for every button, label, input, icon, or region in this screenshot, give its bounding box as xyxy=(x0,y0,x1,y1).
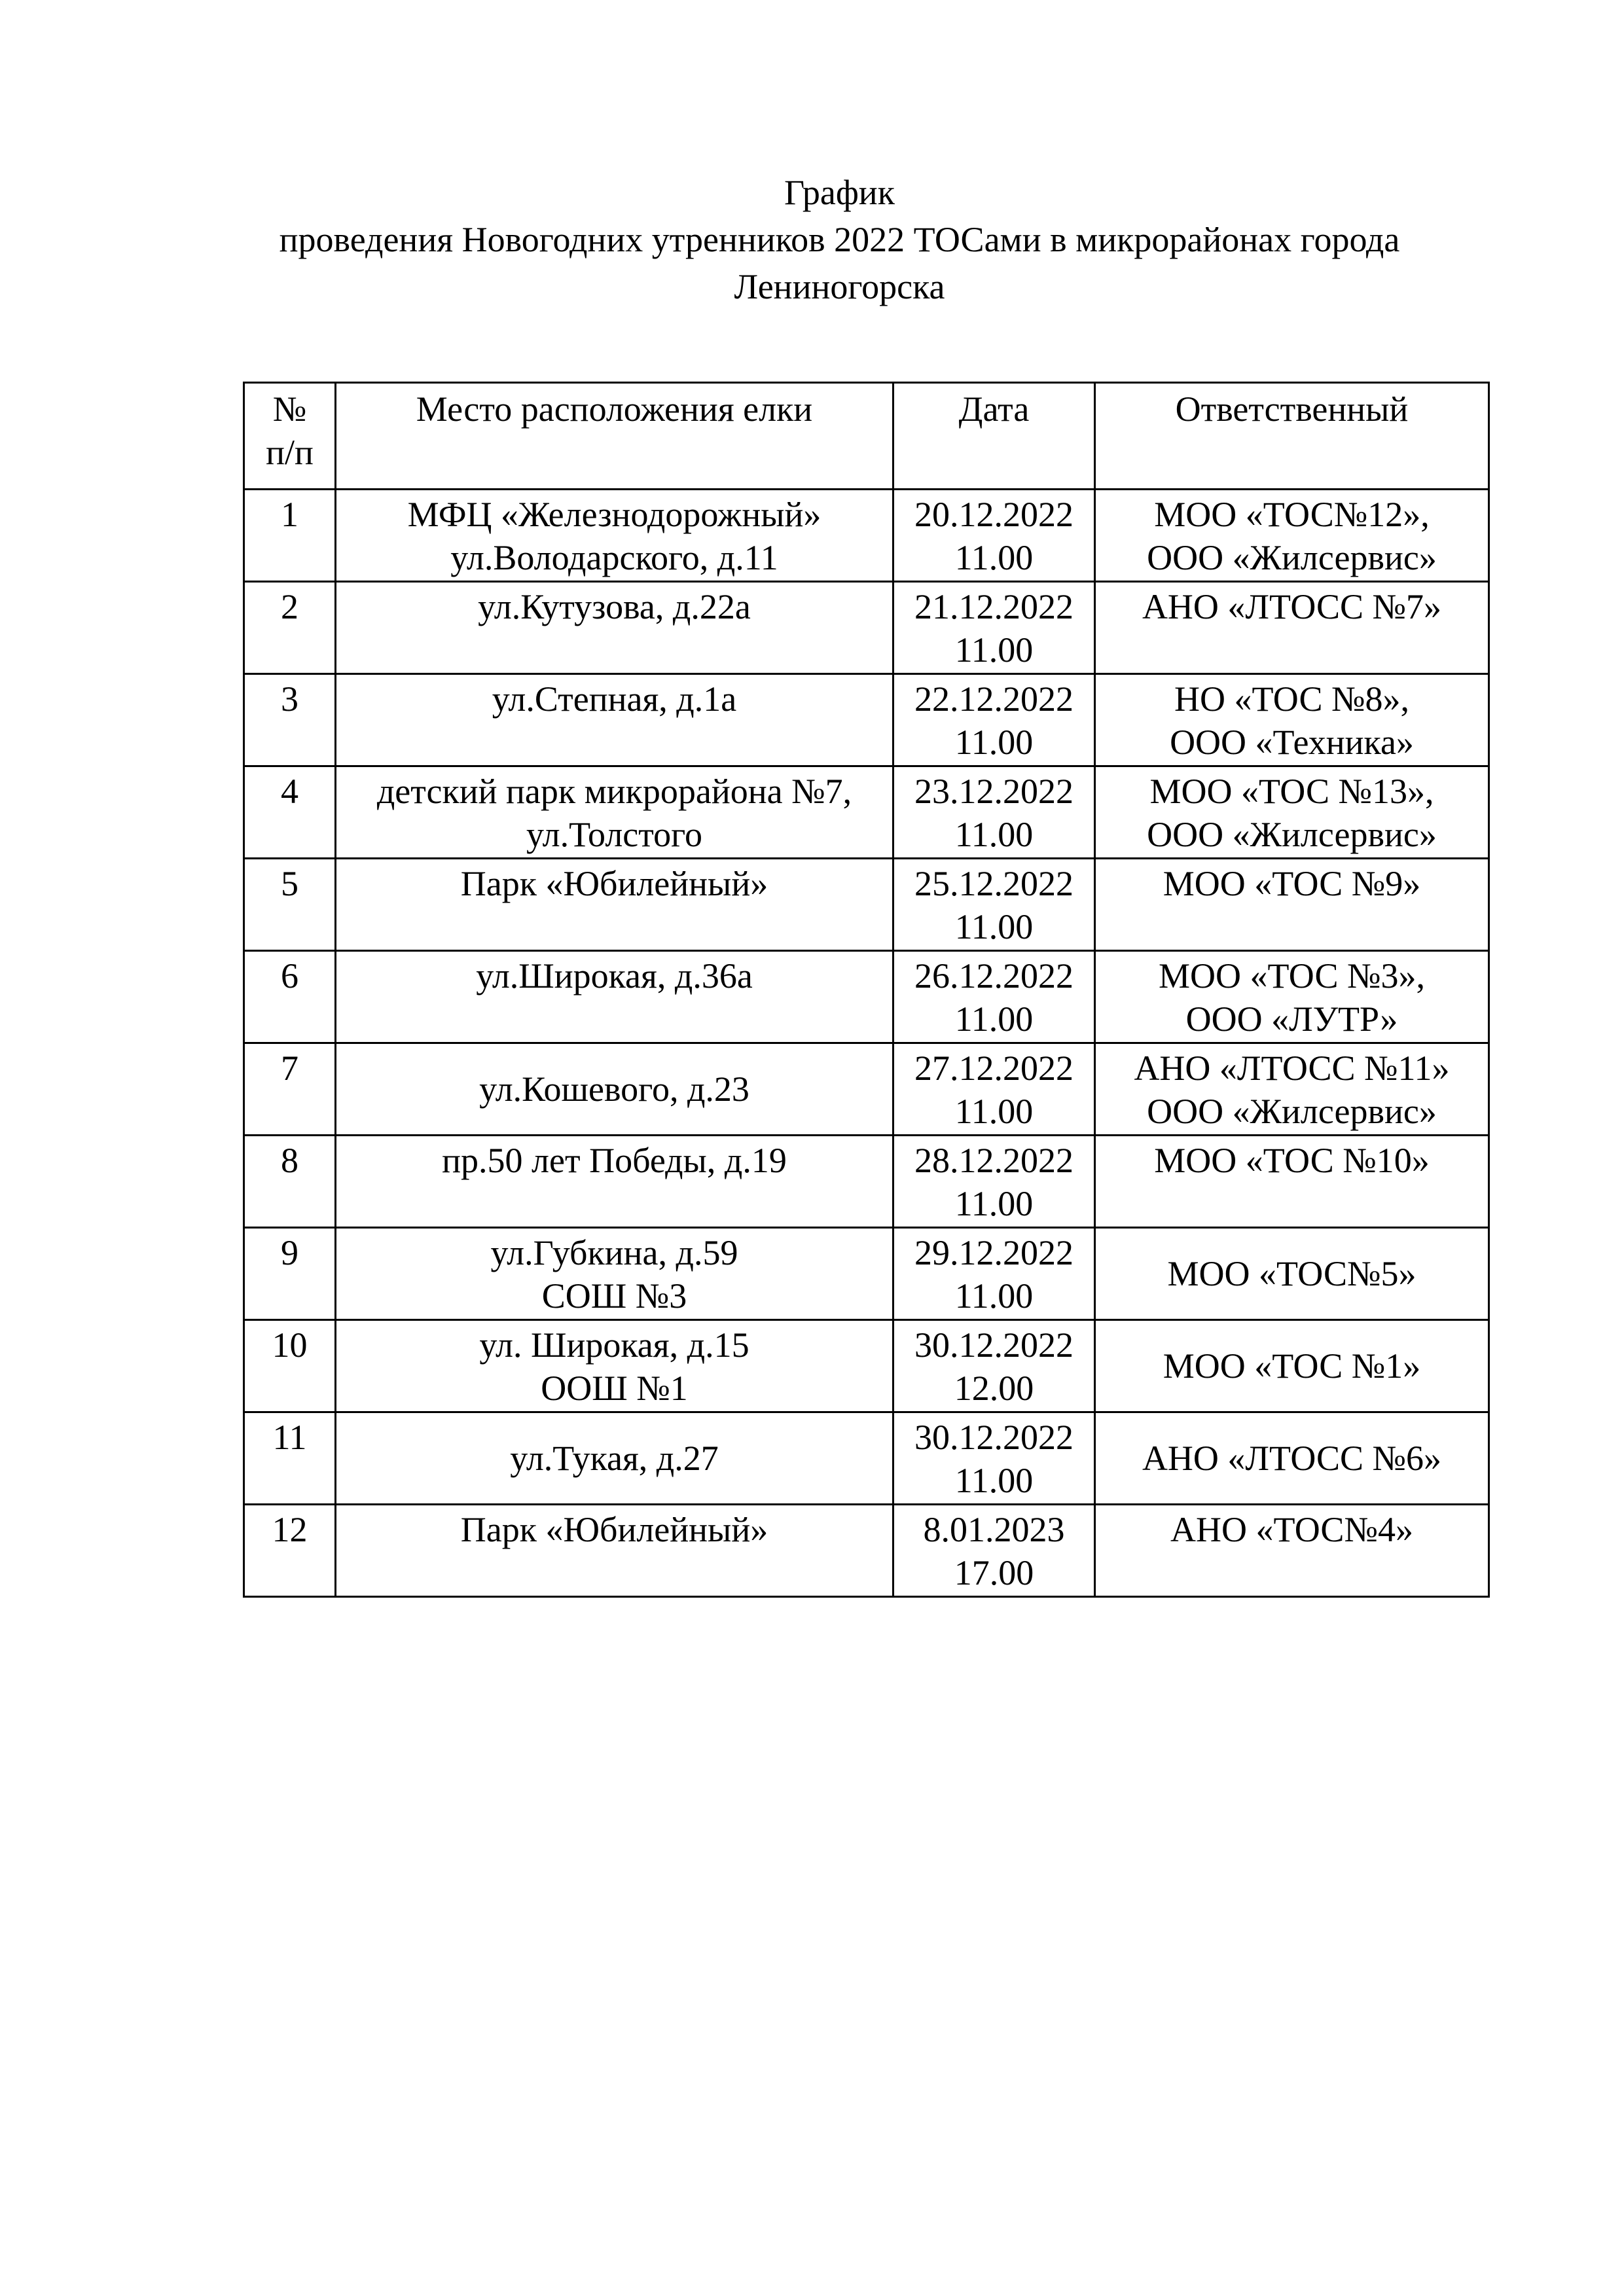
cell-place xyxy=(336,766,893,859)
cell-date xyxy=(893,1320,1095,1412)
cell-place xyxy=(336,582,893,674)
date-value: 28.12.2022 xyxy=(914,1141,1074,1180)
cell-num: 6 xyxy=(244,951,336,1043)
responsible-line: МОО «ТОС №3», xyxy=(1159,956,1425,996)
cell-place xyxy=(336,1505,893,1597)
date-value: 23.12.2022 xyxy=(914,772,1074,811)
time-value: 11.00 xyxy=(954,999,1034,1039)
table-header-row xyxy=(244,383,1489,490)
cell-responsible xyxy=(1095,859,1489,951)
responsible-line: МОО «ТОС№12», xyxy=(1154,495,1430,534)
place-line: ул.Володарского, д.11 xyxy=(450,538,778,577)
table-row xyxy=(244,1228,1489,1320)
responsible-line: ООО «Жилсервис» xyxy=(1147,1092,1437,1131)
cell-date xyxy=(893,1228,1095,1320)
time-value: 11.00 xyxy=(954,1461,1034,1500)
time-value: 11.00 xyxy=(954,723,1034,762)
place-line: ул. Широкая, д.15 xyxy=(479,1325,749,1365)
cell-responsible xyxy=(1095,674,1489,766)
title-line-2: проведения Новогодних утренников 2022 ТОСами в микрорайонах города xyxy=(279,220,1400,259)
responsible-line: ООО «ЛУТР» xyxy=(1185,999,1398,1039)
place-line: Парк «Юбилейный» xyxy=(460,1510,768,1549)
table-row xyxy=(244,582,1489,674)
date-value: 22.12.2022 xyxy=(914,679,1074,719)
table-row xyxy=(244,490,1489,582)
date-value: 27.12.2022 xyxy=(914,1049,1074,1088)
time-value: 11.00 xyxy=(954,1184,1034,1223)
time-value: 11.00 xyxy=(954,630,1034,670)
table-row xyxy=(244,1320,1489,1412)
cell-place xyxy=(336,1228,893,1320)
responsible-line: МОО «ТОС№5» xyxy=(1167,1254,1416,1293)
cell-place xyxy=(336,1320,893,1412)
table-row xyxy=(244,1505,1489,1597)
cell-responsible xyxy=(1095,1412,1489,1505)
cell-date xyxy=(893,582,1095,674)
cell-place xyxy=(336,951,893,1043)
cell-responsible xyxy=(1095,1320,1489,1412)
time-value: 11.00 xyxy=(954,907,1034,946)
cell-date xyxy=(893,1505,1095,1597)
place-line: МФЦ «Железнодорожный» xyxy=(407,495,821,534)
table-row xyxy=(244,951,1489,1043)
title-line-3: Лениногорска xyxy=(734,267,945,306)
time-value: 11.00 xyxy=(954,538,1034,577)
cell-place xyxy=(336,859,893,951)
cell-num: 8 xyxy=(244,1136,336,1228)
cell-responsible xyxy=(1095,1228,1489,1320)
date-value: 25.12.2022 xyxy=(914,864,1074,903)
header-place: Место расположения елки xyxy=(336,383,893,490)
date-value: 21.12.2022 xyxy=(914,587,1074,626)
place-line: ООШ №1 xyxy=(541,1369,688,1408)
place-line: детский парк микрорайона №7, xyxy=(376,772,852,811)
cell-responsible xyxy=(1095,1043,1489,1136)
cell-place xyxy=(336,674,893,766)
cell-num: 3 xyxy=(244,674,336,766)
cell-place xyxy=(336,1043,893,1136)
responsible-line: ООО «Жилсервис» xyxy=(1147,815,1437,854)
responsible-line: МОО «ТОС №10» xyxy=(1154,1141,1430,1180)
cell-date xyxy=(893,859,1095,951)
date-value: 30.12.2022 xyxy=(914,1418,1074,1457)
title-line-1: График xyxy=(784,173,895,212)
place-line: ул.Толстого xyxy=(526,815,702,854)
document-title xyxy=(196,169,1483,310)
header-num: № п/п xyxy=(244,383,336,490)
cell-responsible xyxy=(1095,582,1489,674)
cell-num: 5 xyxy=(244,859,336,951)
responsible-line: МОО «ТОС №13», xyxy=(1149,772,1434,811)
cell-date xyxy=(893,674,1095,766)
cell-num: 1 xyxy=(244,490,336,582)
table-row xyxy=(244,1412,1489,1505)
cell-num: 12 xyxy=(244,1505,336,1597)
cell-date xyxy=(893,766,1095,859)
cell-date xyxy=(893,1043,1095,1136)
table-row xyxy=(244,766,1489,859)
table-row xyxy=(244,859,1489,951)
cell-responsible xyxy=(1095,766,1489,859)
date-value: 8.01.2023 xyxy=(923,1510,1065,1549)
cell-responsible xyxy=(1095,1505,1489,1597)
place-line: ул.Широкая, д.36а xyxy=(476,956,753,996)
place-line: СОШ №3 xyxy=(541,1276,687,1316)
place-line: ул.Губкина, д.59 xyxy=(490,1233,738,1272)
responsible-line: АНО «ЛТОСС №11» xyxy=(1134,1049,1450,1088)
responsible-line: АНО «ТОС№4» xyxy=(1170,1510,1413,1549)
place-line: ул.Кутузова, д.22а xyxy=(478,587,751,626)
header-responsible: Ответственный xyxy=(1095,383,1489,490)
date-value: 20.12.2022 xyxy=(914,495,1074,534)
time-value: 11.00 xyxy=(954,815,1034,854)
responsible-line: МОО «ТОС №1» xyxy=(1163,1346,1421,1386)
cell-num: 10 xyxy=(244,1320,336,1412)
cell-date xyxy=(893,951,1095,1043)
cell-num: 7 xyxy=(244,1043,336,1136)
responsible-line: ООО «Техника» xyxy=(1170,723,1414,762)
cell-responsible xyxy=(1095,951,1489,1043)
date-value: 26.12.2022 xyxy=(914,956,1074,996)
responsible-line: АНО «ЛТОСС №7» xyxy=(1142,587,1442,626)
cell-date xyxy=(893,1136,1095,1228)
place-line: Парк «Юбилейный» xyxy=(460,864,768,903)
responsible-line: НО «ТОС №8», xyxy=(1174,679,1409,719)
date-value: 30.12.2022 xyxy=(914,1325,1074,1365)
cell-responsible xyxy=(1095,1136,1489,1228)
place-line: ул.Тукая, д.27 xyxy=(510,1439,719,1478)
table-row xyxy=(244,1136,1489,1228)
cell-num: 11 xyxy=(244,1412,336,1505)
responsible-line: ООО «Жилсервис» xyxy=(1147,538,1437,577)
time-value: 11.00 xyxy=(954,1276,1034,1316)
place-line: пр.50 лет Победы, д.19 xyxy=(442,1141,787,1180)
responsible-line: АНО «ЛТОСС №6» xyxy=(1142,1439,1442,1478)
place-line: ул.Степная, д.1а xyxy=(492,679,737,719)
cell-date xyxy=(893,1412,1095,1505)
cell-num: 4 xyxy=(244,766,336,859)
place-line: ул.Кошевого, д.23 xyxy=(479,1069,749,1109)
table-row xyxy=(244,1043,1489,1136)
time-value: 17.00 xyxy=(954,1553,1034,1592)
cell-place xyxy=(336,490,893,582)
table-row xyxy=(244,674,1489,766)
schedule-table xyxy=(243,382,1490,1598)
header-date: Дата xyxy=(893,383,1095,490)
date-value: 29.12.2022 xyxy=(914,1233,1074,1272)
time-value: 12.00 xyxy=(954,1369,1034,1408)
responsible-line: МОО «ТОС №9» xyxy=(1163,864,1421,903)
cell-place xyxy=(336,1412,893,1505)
table-body xyxy=(244,490,1489,1597)
cell-date xyxy=(893,490,1095,582)
cell-num: 9 xyxy=(244,1228,336,1320)
cell-num: 2 xyxy=(244,582,336,674)
cell-responsible xyxy=(1095,490,1489,582)
cell-place xyxy=(336,1136,893,1228)
time-value: 11.00 xyxy=(954,1092,1034,1131)
